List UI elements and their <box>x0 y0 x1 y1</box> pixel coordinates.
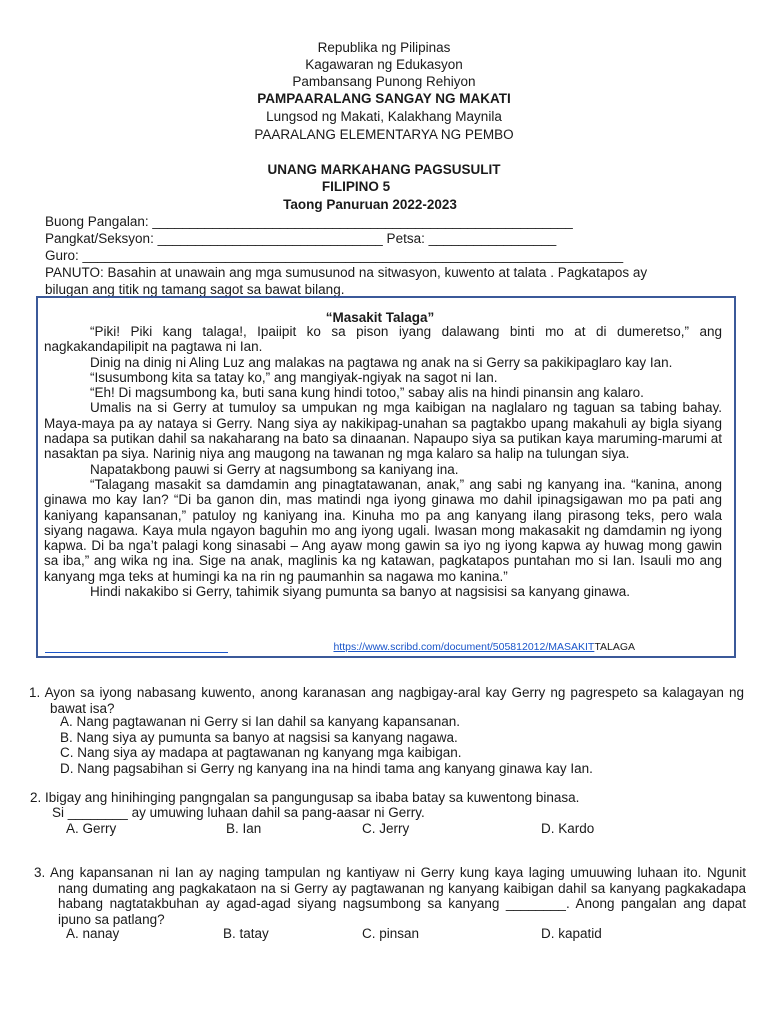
question-1: 1. Ayon sa iyong nabasang kuwento, anong karanasan ang nagbigay-aral kay Gerry ng pagrespeto sa kalagayan ng bawat isa? <box>29 685 744 716</box>
source-link[interactable]: https://www.scribd.com/document/505812012/MASAKIT <box>333 641 595 653</box>
header-city: Lungsod ng Makati, Kalakhang Maynila <box>266 109 502 124</box>
q3-option-d[interactable]: D. kapatid <box>541 926 602 941</box>
header-division: PAMPAARALANG SANGAY NG MAKATI <box>257 91 511 106</box>
header-department: Kagawaran ng Edukasyon <box>305 57 463 72</box>
q2-option-d[interactable]: D. Kardo <box>541 821 595 836</box>
source-citation <box>45 640 635 654</box>
story-paragraph: Umalis na si Gerry at tumuloy sa umpukan ng mga kaibigan na naglalaro ng taguan sa tabing bahay. Maya-maya pa ay nataya si Gerry. Nang siya ay nakikipag-unahan sa pagtakbo upang makahuli ay bigla siyang nadapa sa putikan dahil sa nakaharang na bato sa dinaanan. Napaupo siya sa putikan kaya maruming-marumi at nasaktan pa siya. Narinig niya ang maugong na tawanan ng mga kalaro sa halip na tulungan siya. <box>44 400 722 462</box>
story-paragraph: Dinig na dinig ni Aling Luz ang malakas na pagtawa ng anak na si Gerry sa pakikipaglaro kay Ian. <box>90 354 673 370</box>
q1-option-b[interactable]: B. Nang siya ay pumunta sa banyo at nagsisi sa kanyang nagawa. <box>60 730 458 745</box>
header-region: Pambansang Punong Rehiyon <box>292 74 476 89</box>
q3-option-a[interactable]: A. nanay <box>66 926 120 941</box>
q1-option-d[interactable]: D. Nang pagsabihan si Gerry ng kanyang ina na hindi tama ang kanyang ginawa kay Ian. <box>60 761 593 776</box>
story-title: “Masakit Talaga” <box>325 310 435 325</box>
exam-title: UNANG MARKAHANG PAGSUSULIT <box>267 162 501 177</box>
question-2: 2. Ibigay ang hinihinging pangngalan sa pangungusap sa ibaba batay sa kuwentong binasa. <box>30 790 580 805</box>
q3-option-b[interactable]: B. tatay <box>223 926 269 941</box>
q2-option-a[interactable]: A. Gerry <box>66 821 117 836</box>
story-paragraph: “Eh! Di magsumbong ka, buti sana kung hindi totoo,” sabay alis na hindi pinansin ang kalaro. <box>90 385 644 401</box>
story-paragraph: “Talagang masakit sa damdamin ang pinagtatawanan, anak,” ang sabi ng kanyang ina. “kanina, anong ginawa mo kay Ian? “Di ba ganon din, mas matindi nga iyong ginawa mo dahil ipinagsigawan mo pa pati ang kaniyang kapansanan,” patuloy ng kaniyang ina. Kinuha mo pa ang kanyang ilang pirasong teks, pero wala siyang nagawa. Kaya mula ngayon baguhin mo ang iyong ugali. Iwasan mong makasakit ng damdamin ng iyong kapwa. Di ba nga’t palagi kong sinasabi – Ang ayaw mong gawin sa iyo ng iyong kapwa ay huwag mong gawin sa iba,” ang wika ng ina. Sige na anak, maglinis ka ng katawan, pagkatapos puntahan mo si Ian. Isauli mo ang kanyang mga teks at humingi ka na rin ng paumanhin sa nagawa mo kanina.” <box>44 476 722 584</box>
teacher-field[interactable]: Guro: ________________________________________________________________________ <box>45 248 624 263</box>
instructions-line-2: bilugan ang titik ng tamang sagot sa bawat bilang. <box>45 282 345 297</box>
exam-subject: FILIPINO 5 <box>321 179 391 194</box>
story-paragraph: Hindi nakakibo si Gerry, tahimik siyang pumunta sa banyo at nagsisisi sa kanyang ginawa. <box>90 584 631 600</box>
q2-option-c[interactable]: C. Jerry <box>362 821 410 836</box>
q2-option-b[interactable]: B. Ian <box>226 821 262 836</box>
header-school: PAARALANG ELEMENTARYA NG PEMBO <box>254 127 514 142</box>
exam-year: Taong Panuruan 2022-2023 <box>283 197 457 212</box>
instructions-line-1: PANUTO: Basahin at unawain ang mga sumusunod na sitwasyon, kuwento at talata . Pagkatapos ay <box>45 265 648 280</box>
name-field[interactable]: Buong Pangalan: ________________________________________________________ <box>45 214 573 229</box>
q1-option-c[interactable]: C. Nang siya ay madapa at pagtawanan ng kanyang mga kaibigan. <box>60 745 462 760</box>
story-paragraph: “Piki! Piki kang talaga!, Ipaiipit ko sa pison iyang dalawang binti mo at di dumeretso,” ang nagkakandapilipit na pagtawa ni Ian. <box>44 324 722 355</box>
section-date-field[interactable]: Pangkat/Seksyon: ______________________________ Petsa: _________________ <box>45 231 557 246</box>
story-paragraph: “Isusumbong kita sa tatay ko,” ang mangiyak-ngiyak na sagot ni Ian. <box>90 369 498 385</box>
source-suffix: TALAGA <box>594 641 635 653</box>
story-body <box>44 324 722 599</box>
q2-sentence: Si ________ ay umuwing luhaan dahil sa pang-aasar ni Gerry. <box>52 805 425 820</box>
q3-option-c[interactable]: C. pinsan <box>362 926 420 941</box>
story-paragraph: Napatakbong pauwi si Gerry at nagsumbong sa kaniyang ina. <box>90 461 459 477</box>
header-republic: Republika ng Pilipinas <box>317 40 451 55</box>
q1-option-a[interactable]: A. Nang pagtawanan ni Gerry si Ian dahil sa kanyang kapansanan. <box>60 714 461 729</box>
question-3: 3. Ang kapansanan ni Ian ay naging tampulan ng kantiyaw ni Gerry kung kaya laging umuuwing luhaan ito. Ngunit nang dumating ang pagkakataon na si Gerry ay pagtawanan ng kanyang kaibigan dahil sa kanyang pagkakadapa habang nagtatakbuhan ay agad-agad siyang nagsumbong sa kanyang ________. Anong pangalan ang dapat ipuno sa patlang? <box>34 865 746 927</box>
